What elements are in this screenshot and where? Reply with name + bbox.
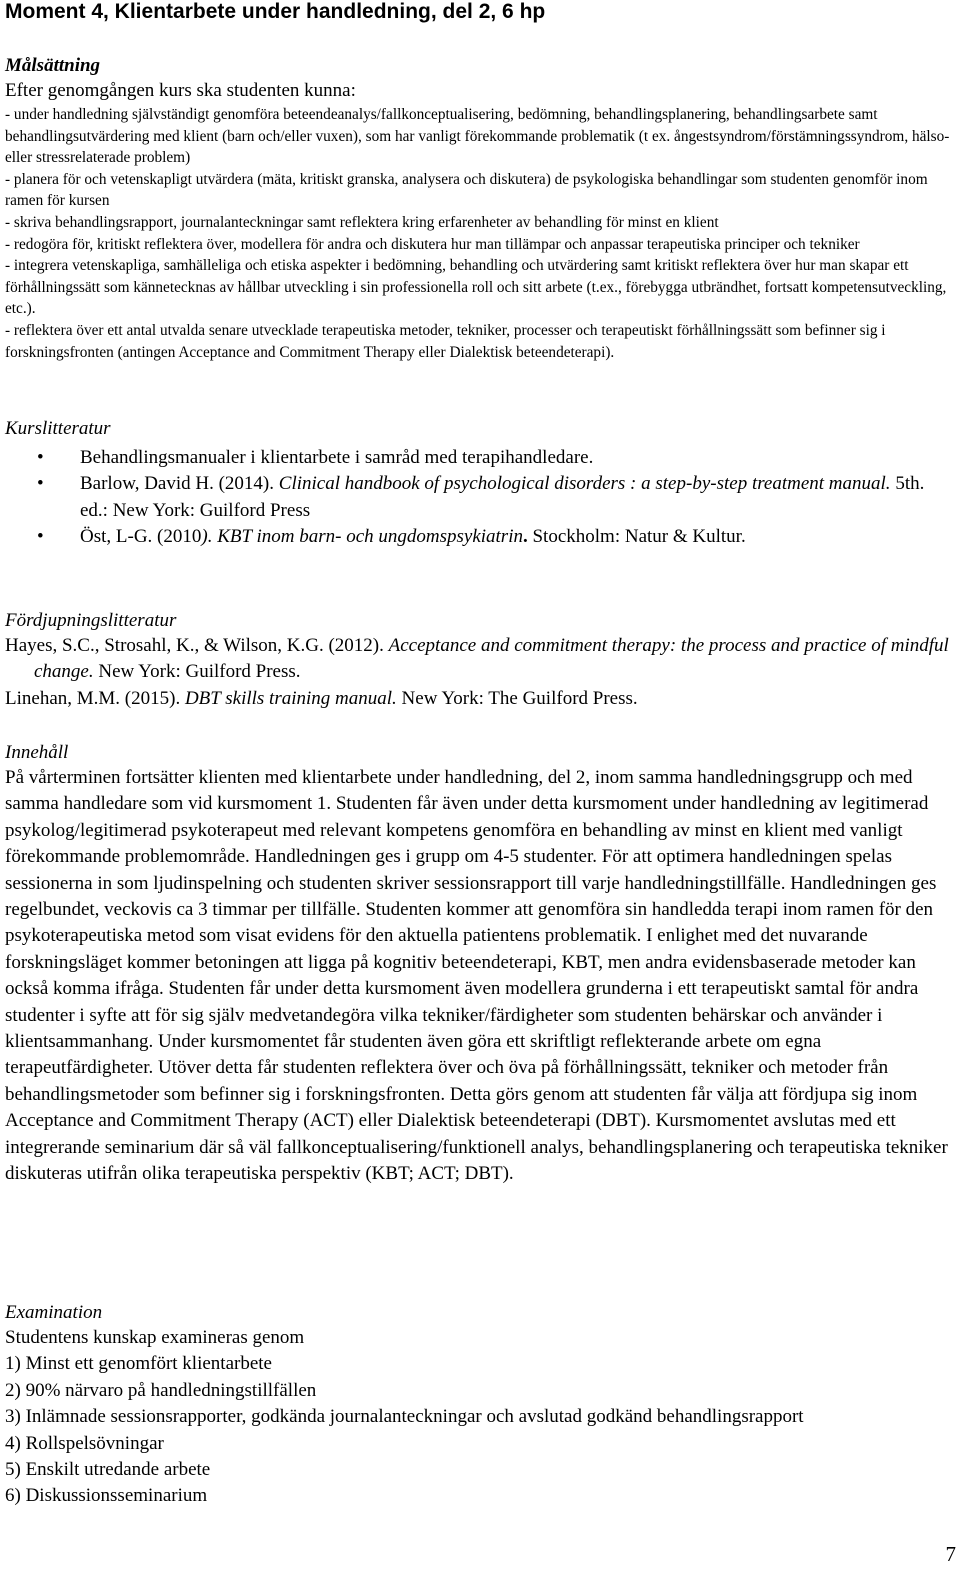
ref-publisher: New York: Guilford Press. <box>93 661 301 683</box>
goal-item: - planera för och vetenskapligt utvärdera (mäta, kritiskt granska, analysera och diskutera) de psykologiska behandlingar som studenten genomför inom ramen för kursen <box>5 170 928 210</box>
literature-item-title: Clinical handbook of psychological disorders : a step-by-step treatment manual. <box>278 473 891 495</box>
examination-section <box>5 1301 955 1510</box>
goals-intro: Efter genomgången kurs ska studenten kunna: <box>5 80 356 101</box>
goal-item: - integrera vetenskapliga, samhälleliga och etiska aspekter i bedömning, behandling och utvärdering samt kritiskt reflektera över hur man skapar ett förhållningssätt som kännetecknas av hållbar utveckling i sin professionella roll och sitt arbete (t.ex., förebygga utbrändhet, fortsatt kompetensutveckling, etc.). <box>5 257 947 318</box>
literature-item-publisher: Stockholm: Natur & Kultur. <box>527 526 746 548</box>
goals-section <box>5 54 955 363</box>
document-page <box>5 0 955 1507</box>
literature-item-text: Behandlingsmanualer i klientarbete i samråd med terapihandledare. <box>80 447 594 468</box>
examination-heading: Examination <box>5 1302 103 1323</box>
goals-heading: Målsättning <box>5 55 101 76</box>
ref-author: Linehan, M.M. (2015). <box>5 687 185 709</box>
literature-item-dot: . <box>522 526 528 548</box>
literature-item-author: Öst, L-G. (2010 <box>80 526 202 548</box>
examination-item: 5) Enskilt utredande arbete <box>5 1459 211 1481</box>
examination-item: 2) 90% närvaro på handledningstillfällen <box>5 1379 317 1401</box>
literature-item <box>5 471 955 524</box>
course-literature-heading: Kurslitteratur <box>5 418 111 439</box>
further-literature-section <box>5 609 955 712</box>
further-literature-heading: Fördjupningslitteratur <box>5 610 177 631</box>
course-literature-section <box>5 417 955 551</box>
literature-item-publisher: 5th. ed.: New York: Guilford Press <box>80 473 925 521</box>
examination-intro: Studentens kunskap examineras genom <box>5 1327 305 1348</box>
page-number: 7 <box>945 1542 956 1566</box>
literature-item <box>5 445 955 471</box>
literature-item <box>5 524 955 550</box>
ref-title: Acceptance and commitment therapy: the process and practice of mindful change. <box>34 635 949 683</box>
examination-item: 1) Minst ett genomfört klientarbete <box>5 1353 272 1375</box>
ref-author: Hayes, S.C., Strosahl, K., & Wilson, K.G. (2012). <box>5 635 389 656</box>
goal-item: - redogöra för, kritiskt reflektera över, modellera för andra och diskutera hur man tillämpar och anpassar terapeutiska principer och tekniker <box>5 235 860 253</box>
examination-item: 6) Diskussionsseminarium <box>5 1485 208 1507</box>
literature-item-author: Barlow, David H. (2014). <box>80 473 279 495</box>
document-title: Moment 4, Klientarbete under handledning, del 2, 6 hp <box>5 0 546 23</box>
ref-title: DBT skills training manual. <box>184 687 397 709</box>
goal-item: - reflektera över ett antal utvalda senare utvecklade terapeutiska metoder, tekniker, processer och terapeutiskt förhållningssätt som befinner sig i forskningsfronten (antingen Acceptance and Commitment Therapy eller Dialektisk beteendeterapi). <box>5 321 886 361</box>
literature-item-title: ). KBT inom barn- och ungdomspsykiatrin <box>201 526 523 548</box>
examination-item: 3) Inlämnade sessionsrapporter, godkända journalanteckningar och avslutad godkänd behandlingsrapport <box>5 1406 804 1428</box>
goal-item: - skriva behandlingsrapport, journalanteckningar samt reflektera kring erfarenheter av behandling för minst en klient <box>5 213 719 231</box>
examination-item: 4) Rollspelsövningar <box>5 1432 164 1454</box>
content-body: På vårterminen fortsätter klienten med klientarbete under handledning, del 2, inom samma handledningsgrupp och med samma handledare som vid kursmoment 1. Studenten får även under detta kursmoment under handledning av legitimerad psykolog/legitimerad psykoterapeut med relevant kompetens genomföra en behandling av minst en klient med vanligt förekommande problemområde. Handledningen ges i grupp om 4-5 studenter. För att optimera handledningen spelas sessionerna in som ljudinspelning och studenten skriver sessionsrapport till varje handledningstillfälle. Handledningen ges regelbundet, veckovis ca 3 timmar per tillfälle. Studenten kommer att genomföra sin handledda terapi inom ramen för den psykoterapeutiska metod som visat evidens för den aktuella patientens problematik. I enlighet med det nuvarande forskningsläget kommer betoningen att ligga på kognitiv beteendeterapi, KBT, men andra evidensbaserade metoder kan också komma ifråga. Studenten får under detta kursmoment även modellera grunderna i ett terapeutiskt samtal för andra studenter i syfte att för sig själv medvetandegöra vilka tekniker/färdigheter som studenten behärskar och använder i klientsammanhang. Under kursmomentet får studenten även göra ett skriftligt reflekterande arbete om egna terapeutfärdigheter. Utöver detta får studenten reflektera över och öva på förhållningssätt, tekniker och metoder från behandlingsmetoder som befinner sig i forskningsfronten. Detta görs genom att studenten får välja att fördjupa sig inom Acceptance and Commitment Therapy (ACT) eller Dialektisk beteendeterapi (DBT). Kursmomentet avslutas med ett integrerande seminarium där så väl fallkonceptualisering/funktionell analys, behandlingsplanering och terapeutiska tekniker diskuteras utifrån olika terapeutiska perspektiv (KBT; ACT; DBT). <box>5 767 948 1185</box>
bullet-icon: • <box>37 473 44 495</box>
content-heading: Innehåll <box>5 742 69 763</box>
ref-publisher: New York: The Guilford Press. <box>396 687 638 709</box>
course-literature-list <box>5 445 955 551</box>
bullet-icon: • <box>37 447 44 468</box>
bullet-icon: • <box>37 526 44 548</box>
further-literature-ref <box>5 686 955 712</box>
content-section <box>5 741 955 1188</box>
goal-item: - under handledning självständigt genomföra beteendeanalys/fallkonceptualisering, bedömning, behandlingsplanering, behandlingsarbete samt behandlingsutvärdering med klient (barn och/eller vuxen), som har vanligt förekommande problematik (t ex. ångestsyndrom/förstämningssyndrom, hälso- eller stressrelaterade problem) <box>5 106 950 167</box>
further-literature-ref <box>5 633 955 686</box>
